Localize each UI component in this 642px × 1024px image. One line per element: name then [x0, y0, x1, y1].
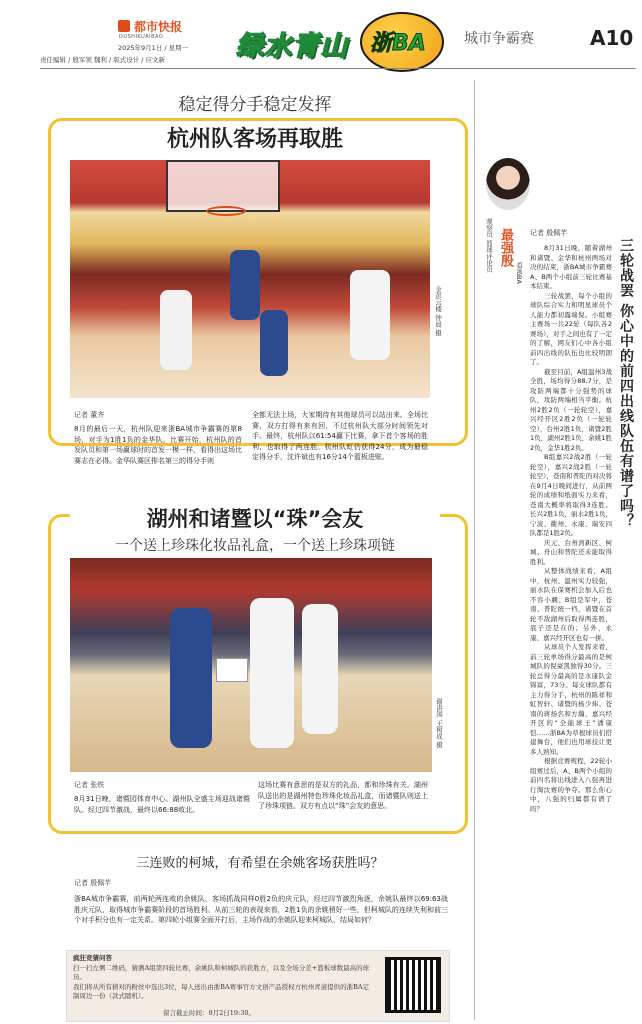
story2-column-2: 这场比赛有意思的是双方的礼品，都和珍珠有关。湖州队送出的是湖州特色珍珠化妆品礼盒，而诸暨队则送上了珍珠项链。双方有点以“珠”会友的意思。: [258, 781, 428, 810]
brand-name: 都市快报: [134, 20, 183, 34]
story1-kicker: 稳定得分手稳定发挥: [178, 95, 332, 115]
story3-reporter: 记者 殷佩芊: [74, 879, 112, 887]
backboard: [166, 160, 280, 212]
page-header: [0, 0, 642, 78]
columnist-tag: 看浙BA: [515, 262, 523, 284]
sidebar-paragraph: 从整体战绩来看，A组中，杭州、温州实力较强，丽水队在保赛机会加入后也不容小觑；B组是军中，苍南、普陀统一档，诸暨在首轮不敌湖州后取得两连胜，底子还是在的；另外，永康、嘉兴经开区也有一拼。: [530, 567, 612, 642]
story1-title: 杭州队客场再取胜: [166, 127, 343, 152]
banner-title: 绿水青山: [236, 31, 348, 62]
issue-date: 2025年9月1日 / 星期一: [118, 44, 189, 52]
story2-column-1: 8月31日晚，诸暨园体育中心。湖州队全盛主场迎战诸暨队。经过四节激战，最终以66:88败北。: [74, 795, 250, 814]
editor-credits: 责任编辑 / 殷军领 魏利 / 版式设计 / 应文新: [40, 56, 166, 64]
sidebar-paragraph: 根据竞赛规程，22轮小组赛过后，A、B两个小组的前四名将出线进入八强再进行淘汰赛的争夺。那么你心中，八强的归属都有谱了吗？: [530, 757, 612, 813]
story2-subtitle: 一个送上珍珠化妆品礼盒，一个送上珍珠项链: [115, 538, 395, 554]
story2-reporter: 记者 张铁: [74, 781, 105, 789]
sidebar-paragraph: 截至目前，A组温州3战全胜，场均得分88.7分，是攻防两端都十分强势的球队，攻防两端相当平衡。杭州2胜2负（一轮轮空），嘉兴经开区2胜2负（一轮轮空），台州2胜1负，诸暨2胜1负，湖州2胜1负，余姚1胜2负，金华1胜2负。: [530, 367, 612, 452]
story1-column-1: 8月的最后一天，杭州队迎来浙BA城市争霸赛的第8场，对手为1胜1负的金华队。比赛开始，杭州队的首发队员和第一场赢球时的首发一模一样，看得出这场比赛志在必得。金华队赛区排名第三的得分手则: [74, 425, 242, 465]
header-divider: [40, 68, 636, 69]
player-white-back: [302, 604, 338, 734]
sidebar-paragraph: 庆元、台州湾新区、柯城、舟山和普陀还未能取得胜利。: [530, 538, 612, 566]
banner-badge: 浙BA: [370, 31, 426, 56]
brand-english: DUSHIKUAIBAO: [119, 34, 164, 40]
story1-reporter: 记者 董齐: [74, 411, 105, 419]
promo-box: [66, 950, 450, 1022]
story1-photo: [70, 160, 430, 398]
player-blue-jumping: [230, 250, 260, 320]
page-number: A10: [590, 26, 634, 50]
columnist-name: 最强殷: [498, 228, 513, 267]
story2-title: 湖州和诸暨以“珠”会友: [146, 507, 364, 531]
newspaper-logo-icon: [118, 20, 130, 32]
promo-deadline: 留言截止时间：9月2日19:30。: [163, 1009, 256, 1017]
columnist-role: 观察员 篮球评论员: [485, 218, 493, 273]
player-white-5: [350, 270, 390, 360]
sidebar-headline: 三轮战罢 你心中的前四出线队伍有谱了吗？: [618, 238, 634, 529]
story1-photo-credit: 金彭云楼 钟晨 摄: [434, 286, 442, 336]
sidebar-paragraph: 从球员个人发挥来看，前三轮单场得分最高的是柯城队的倪豪凯独得30分。三轮总得分最高的是永康队金锦富，73分。每支球队都有主力得分手，杭州的陈祥和虹智轩、诸暨的杨少炜、苍南的蒋扬名和方瀚、嘉兴经开区的“全能球王”潘康恺……浙BA为草根球员们搭建舞台，他们也用球技让更多人熟知。: [530, 643, 612, 756]
player-white-left: [160, 290, 192, 370]
player-blue-right: [260, 310, 288, 376]
promo-line-1: 扫一扫左侧二维码，猜测A组第四轮比赛，余姚队和柯城队的获胜方，以及全场分差+篮板球数最高的球员。: [73, 964, 370, 981]
story2-headline-block: [70, 495, 440, 555]
sidebar-body: [530, 244, 612, 814]
promo-line-2: 我们将从所有猜对的粉丝中选出3位，每人送出由浙BA赛事官方文创产品授权方杭州青道提供的浙BA定制周边一份（款式随机）。: [73, 983, 370, 1000]
sidebar-paragraph: B组嘉兴2战2胜（一轮轮空），嘉兴2战2胜（一轮轮空），苍南和普陀的对决将在9月4日晚间进行，从前两轮的成绩和纸面实力来看，苍南大概率将取得3连胜。长兴2胜1负，丽水2胜1负，宁波、衢州、永康、瑞安四队都是1胜2负。: [530, 453, 612, 537]
story3-body: 浙BA城市争霸赛，前两轮两连败的余姚队，客场抓战同样0胜2负的庆元队，经过四节激烈角逐，余姚队最终以69:63战胜庆元队，取得城市争霸赛阶段的首场胜利。从前三轮的表现来看，2胜1负的余姚稍好一些，但柯城队的连续失利和前三个对手积分也有一定关系。第四轮小组赛全面开打后，主场作战的余姚队迎来柯城队，结局如何？: [74, 895, 448, 924]
hoop: [206, 206, 246, 216]
story1-headline-block: [125, 90, 385, 118]
player-white-gift: [250, 598, 294, 748]
story2-photo: [70, 558, 432, 772]
story2-photo-credit: 谢洪国 王树成 摄: [435, 698, 443, 748]
section-name: 城市争霸赛: [464, 31, 534, 47]
sidebar-reporter: 记者 殷佩芊: [530, 229, 568, 237]
qr-code[interactable]: [385, 957, 441, 1013]
sidebar-paragraph: 三轮战罢，每个小组的球队综合实力和明星球员个人能力都初露端倪。小组赛主赛场一共22轮（每队各2赛场），对手之间也有了一定的了解，网友们心中各小组前四出线的队伍也比较明朗了。: [530, 291, 612, 366]
promo-title: 疯狂竞猜问答: [73, 954, 112, 962]
story3-title: 三连败的柯城，有希望在余姚客场获胜吗？: [136, 856, 384, 871]
story1-column-2: 全都无法上场，大家期待有其他球员可以站出来。全场比赛，双方打得有来有回，不过杭州队大部分时间领先对手。最终，杭州队以61:54赢下比赛，拿下首个客场的胜利，也取得了两连胜。杭州队虹仍获得24分，成为最稳定得分手，沈许斌也有16分14个篮板进账。: [252, 411, 428, 461]
player-navy: [170, 608, 212, 748]
columnist-avatar: [486, 158, 530, 210]
sidebar-divider: [474, 80, 475, 1020]
gift-box: [216, 658, 248, 682]
sidebar-paragraph: 8月31日晚，随着湖州和诸暨、金华和杭州两场对决的结束，浙BA城市争霸赛A、B两个小组前三轮比赛基本结束。: [530, 244, 612, 290]
